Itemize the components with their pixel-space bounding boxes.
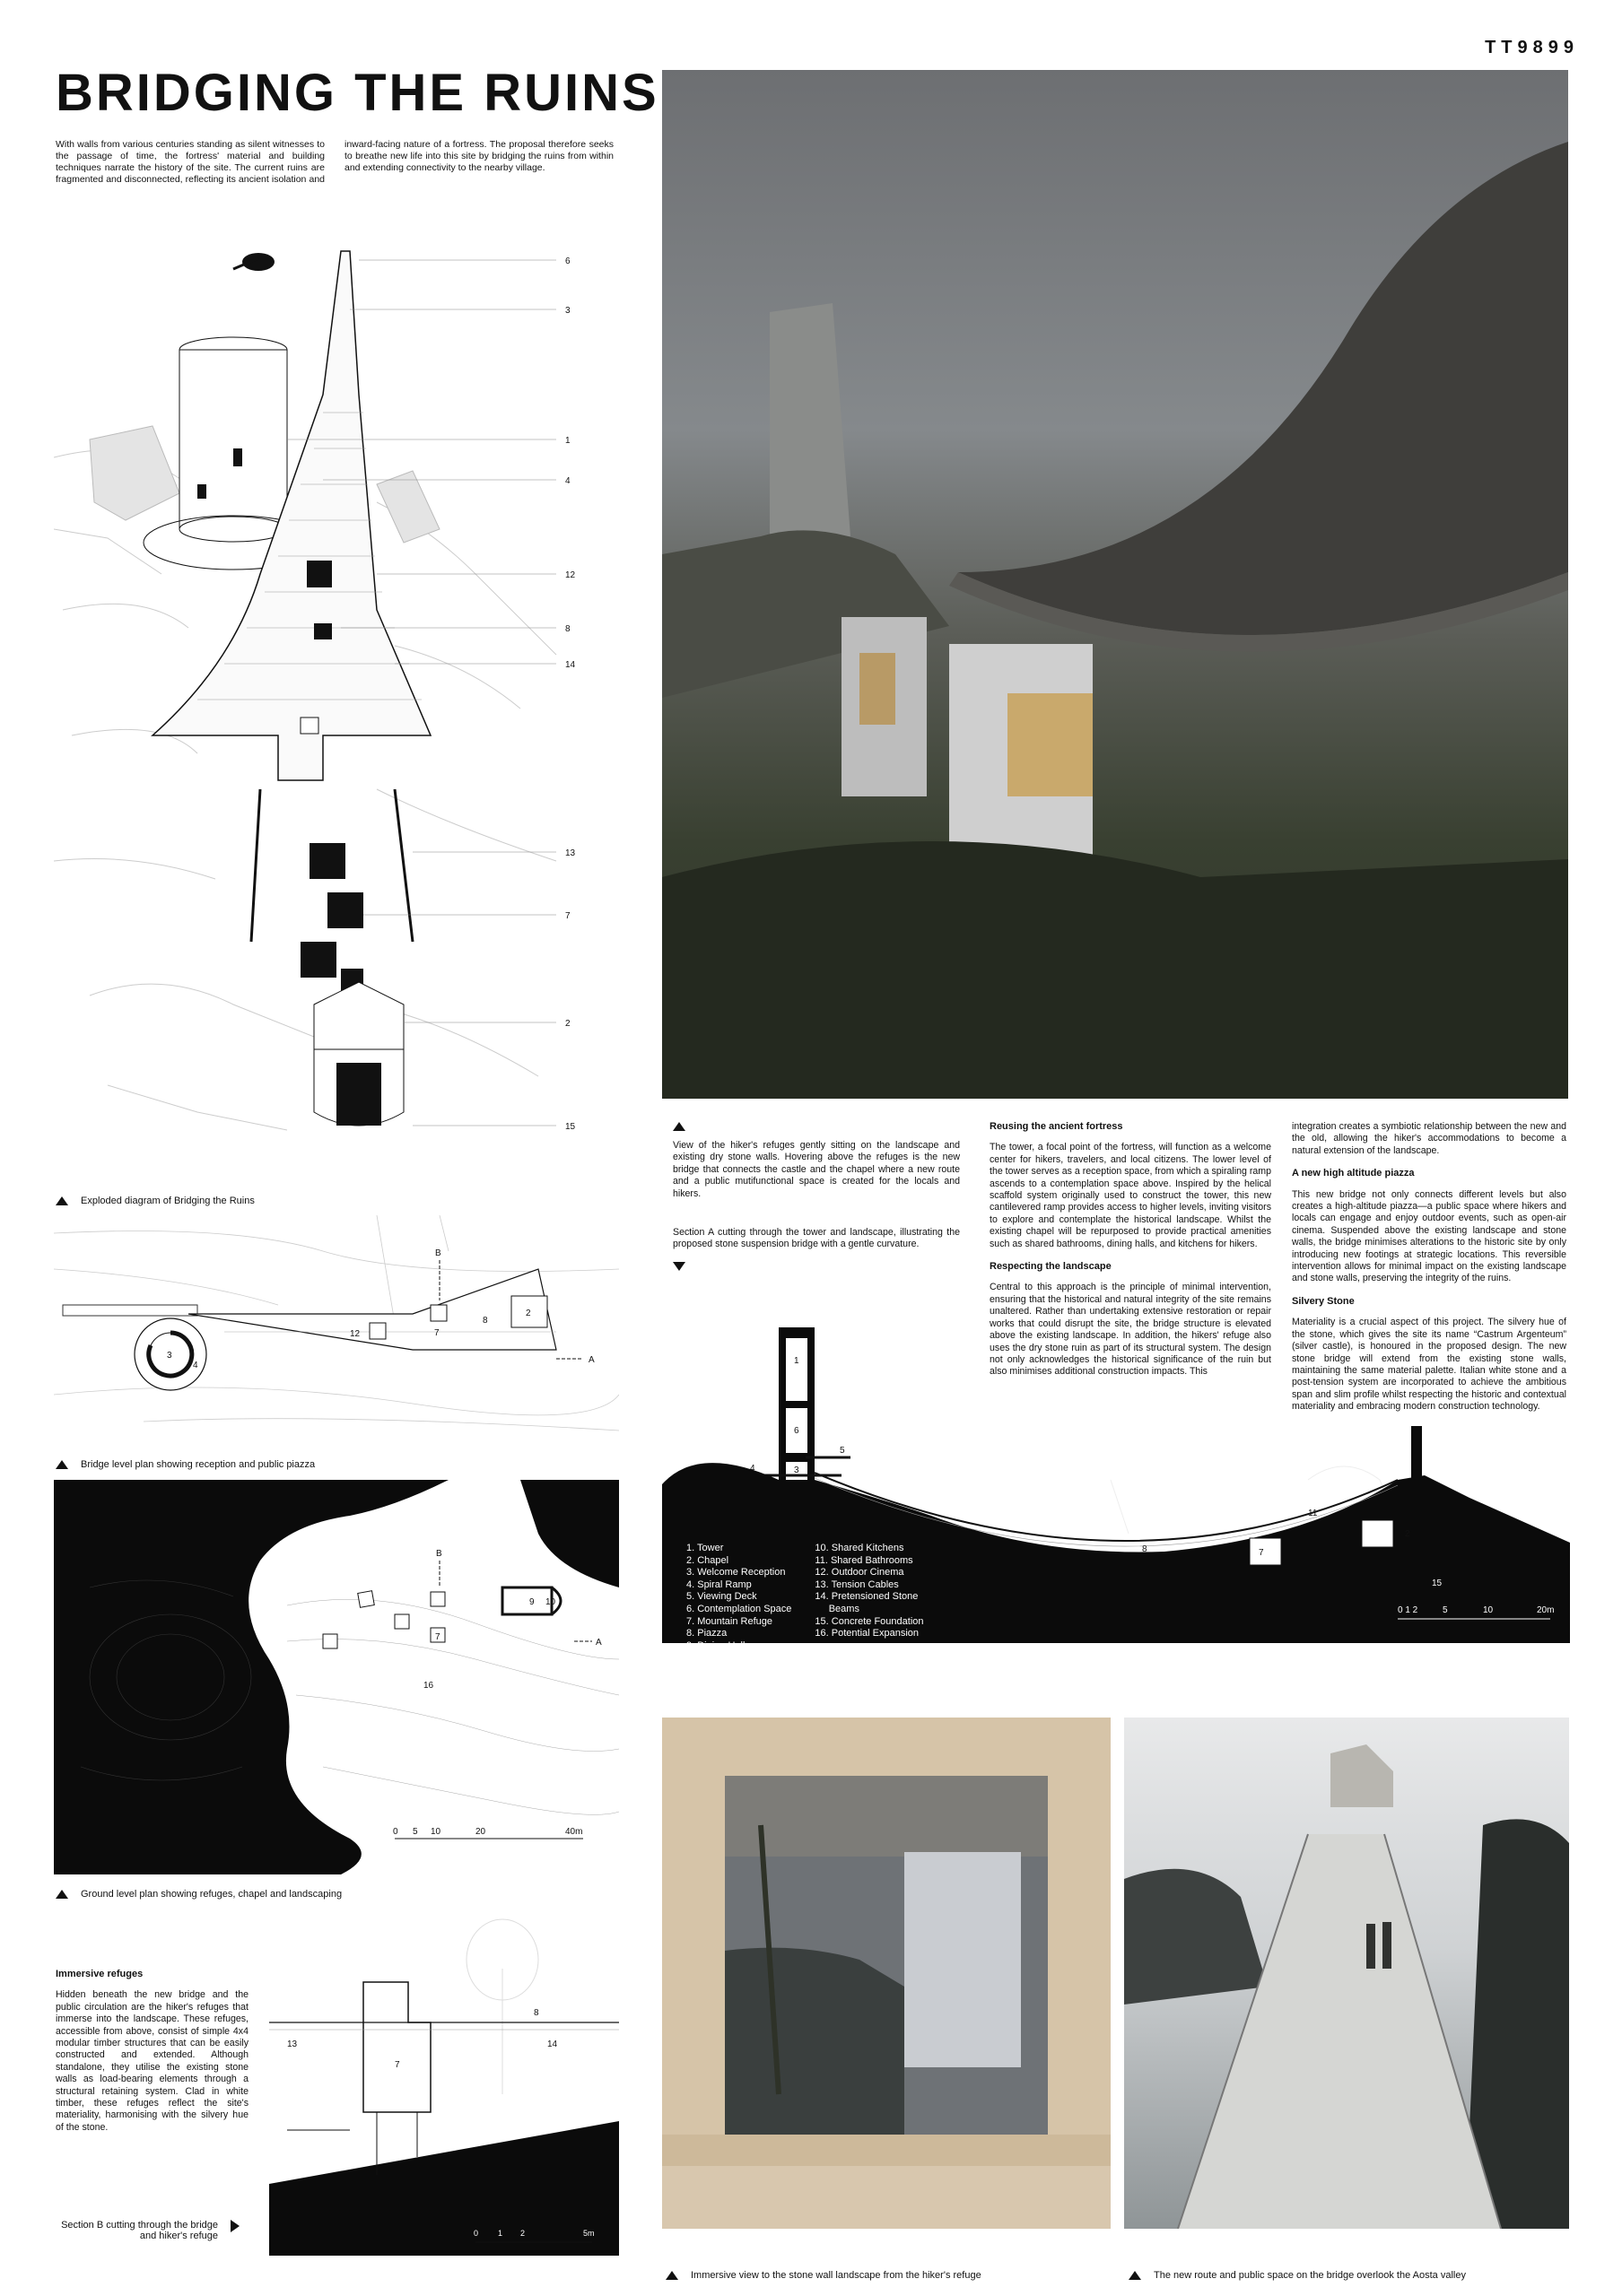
- plan-label: 3: [167, 1351, 172, 1361]
- scale-label: 5: [413, 1827, 418, 1837]
- section-label: 8: [1142, 1544, 1147, 1554]
- exploded-caption: Exploded diagram of Bridging the Ruins: [81, 1196, 255, 1206]
- bridge-caption-row: [1129, 2270, 1466, 2281]
- legend: [686, 1543, 924, 1652]
- hero-render: [662, 70, 1568, 1099]
- bridge-plan-caption: Bridge level plan showing reception and public piazza: [81, 1459, 316, 1470]
- section-label: 13: [287, 2039, 298, 2049]
- callout: 6: [565, 257, 571, 266]
- ground-plan-caption: Ground level plan showing refuges, chapel and landscaping: [81, 1889, 343, 1900]
- section-label: 5: [840, 1446, 845, 1456]
- bridge-level-plan: [54, 1215, 619, 1435]
- callout: 15: [565, 1122, 576, 1132]
- section-label: 7: [1259, 1548, 1264, 1558]
- section-a-caption: Section A cutting through the tower and landscape, illustrating the proposed stone suspension bridge with a gentle curvature.: [673, 1227, 960, 1250]
- legend-item: 4. Spiral Ramp: [686, 1578, 752, 1590]
- legend-item: 6. Contemplation Space: [686, 1603, 792, 1614]
- section-heading: Respecting the landscape: [990, 1261, 1112, 1273]
- legend-item: 11. Shared Bathrooms: [815, 1554, 913, 1566]
- scale-label: 0: [393, 1827, 398, 1837]
- triangle-up-icon: [673, 1122, 685, 1131]
- hero-caption-block: [673, 1121, 960, 1271]
- triangle-up-icon: [1129, 2271, 1141, 2280]
- legend-column-left: [686, 1543, 791, 1652]
- scale-label: 0: [474, 2229, 479, 2238]
- scale-label: 20m: [1537, 1605, 1555, 1615]
- triangle-up-icon: [56, 1196, 68, 1205]
- legend-item: Beams: [815, 1603, 859, 1614]
- scale-label: 5: [1443, 1605, 1448, 1615]
- callout: 3: [565, 306, 571, 316]
- section-label: 15: [1432, 1578, 1443, 1588]
- scale-label: 1: [498, 2229, 503, 2238]
- legend-item: 10. Shared Kitchens: [815, 1543, 904, 1553]
- refuges-heading: Immersive refuges: [56, 1969, 144, 1979]
- plan-label: B: [435, 1248, 441, 1258]
- callout: 4: [565, 476, 571, 486]
- section-label: 3: [794, 1465, 799, 1475]
- legend-item: 9. Dining Hall: [686, 1639, 746, 1651]
- section-label: 2: [1405, 1529, 1410, 1539]
- legend-item: 12. Outdoor Cinema: [815, 1567, 904, 1578]
- refuges-block: [56, 1969, 249, 2144]
- scale-label: 2: [520, 2229, 526, 2238]
- scale-label: 5m: [583, 2229, 595, 2238]
- project-code: TT9899: [1485, 38, 1579, 57]
- triangle-up-icon: [666, 2271, 678, 2280]
- callout: 2: [565, 1019, 571, 1029]
- scale-label: 0 1 2: [1398, 1605, 1418, 1615]
- section-heading: Silvery Stone: [1292, 1295, 1355, 1307]
- plan-label: 10: [545, 1597, 556, 1607]
- scale-label: 40m: [565, 1827, 583, 1837]
- section-label: 4: [750, 1464, 755, 1474]
- paragraph: Materiality is a crucial aspect of this project. The silvery hue of the stone, which gives the site its name “Castrum Argenteum” (silver castle), is honoured in the proposed design. The new stone bridge will extend from the existing stone walls, maintaining the same material palette. Italian white stone and a post-tension system are incorporated to achieve the ambitious span and slim profile whilst respecting the historic and contextual materiality and embracing modern construction technology.: [1292, 1317, 1566, 1413]
- exploded-diagram: [54, 233, 592, 1175]
- plan-label: 7: [435, 1632, 440, 1642]
- interior-caption-row: [666, 2270, 981, 2281]
- plan-label: A: [596, 1638, 602, 1648]
- plan-label: 12: [350, 1329, 361, 1339]
- legend-item: 1. Tower: [686, 1543, 724, 1553]
- interior-caption: Immersive view to the stone wall landscape from the hiker's refuge: [691, 2270, 981, 2281]
- triangle-right-icon: [231, 2220, 240, 2232]
- legend-column-right: [815, 1543, 923, 1652]
- legend-item: 16. Potential Expansion: [815, 1628, 920, 1639]
- legend-item: 15. Concrete Foundation: [815, 1615, 924, 1627]
- callout: 12: [565, 570, 576, 580]
- section-label: 1: [794, 1356, 799, 1366]
- section-label: 11: [1308, 1509, 1318, 1518]
- callout: 7: [565, 911, 571, 921]
- section-label: 8: [534, 2008, 539, 2018]
- exploded-caption-row: [56, 1196, 255, 1206]
- legend-item: 3. Welcome Reception: [686, 1567, 786, 1578]
- section-label: 6: [794, 1426, 799, 1436]
- callout: 13: [565, 848, 576, 858]
- scale-label: 20: [475, 1827, 486, 1837]
- legend-item: 7. Mountain Refuge: [686, 1615, 773, 1627]
- section-heading: Reusing the ancient fortress: [990, 1121, 1123, 1132]
- plan-label: 16: [423, 1681, 434, 1691]
- legend-item: 8. Piazza: [686, 1628, 728, 1639]
- legend-item: 5. Viewing Deck: [686, 1591, 757, 1603]
- intro-text: With walls from various centuries standing as silent witnesses to the passage of time, the fortress' material and building techniques narrate the history of the site. The current ruins are fragmented and disconnected, reflecting its ancient isolation and inward-facing nature of a fortress. The proposal therefore seeks to breathe new life into this site by bridging the ruins from within and extending connectivity to the nearby village.: [56, 139, 614, 185]
- legend-item: 13. Tension Cables: [815, 1578, 899, 1590]
- page-title: BRIDGING THE RUINS: [56, 64, 659, 122]
- plan-label: 8: [483, 1316, 488, 1326]
- plan-label: B: [436, 1549, 442, 1559]
- plan-label: 2: [526, 1309, 531, 1318]
- bridge-plan-caption-row: [56, 1459, 315, 1470]
- triangle-up-icon: [56, 1460, 68, 1469]
- section-b-caption-row: [56, 2220, 240, 2241]
- bridge-render: [1124, 1718, 1569, 2229]
- refuges-text: Hidden beneath the new bridge and the public circulation are the hiker's refuges that immerse into the landscape. These refuges, accessible from above, consist of simple 4x4 modular timber structures that can be easily constructed and extended. Although standalone, they utilise the existing stone walls as load-bearing elements through a structural retaining system. Clad in white timber, these refuges reflect the site's materiality, harmonising with the silvery hue of the stone.: [56, 1989, 249, 2133]
- bridge-caption: The new route and public space on the bridge overlook the Aosta valley: [1154, 2270, 1466, 2281]
- section-heading: A new high altitude piazza: [1292, 1168, 1415, 1179]
- callout: 1: [565, 436, 571, 446]
- triangle-down-icon: [673, 1262, 685, 1271]
- plan-label: 7: [434, 1328, 440, 1338]
- hero-caption: View of the hiker's refuges gently sitting on the landscape and existing dry stone walls. Hovering above the refuges is the new bridge that connects the castle and the chapel where a new route and a public mutifunctional space is created for the locals and hikers.: [673, 1140, 960, 1199]
- ground-level-plan: [54, 1480, 619, 1874]
- section-b: [269, 1915, 619, 2256]
- paragraph: The tower, a focal point of the fortress, will function as a welcome center for hikers, travelers, and local citizens. The lower level of the tower serves as a reception space, from which a spiraling ramp ascends to a contemplation space above. Inspired by the helical scaffold system originally used to construct the tower, this new cantilevered ramp provides access to higher levels, inviting visitors to explore and contemplate the historical landscape. Whilst the existing chapel will be repurposed to provide practical amenities such as shared bathrooms, dining halls, and kitchens for hikers.: [990, 1142, 1271, 1249]
- section-label: 14: [547, 2039, 558, 2049]
- plan-label: A: [589, 1355, 595, 1365]
- triangle-up-icon: [56, 1890, 68, 1899]
- interior-render: [662, 1718, 1111, 2229]
- plan-label: 4: [193, 1361, 198, 1370]
- ground-plan-caption-row: [56, 1889, 342, 1900]
- callout: 14: [565, 660, 576, 670]
- paragraph: Central to this approach is the principle of minimal intervention, ensuring that the historical and natural integrity of the site remains unaltered. Rather than undertaking extensive restoration or repair works that could disrupt the site, the bridge structure is elevated above the existing landscape. In addition, the hikers' refuge also uses the dry stone ruin as part of its structural system. The design not only acknowledges the historical significance of the ruin but also minimises additional construction impacts. This: [990, 1282, 1271, 1378]
- scale-label: 10: [1483, 1605, 1494, 1615]
- paragraph: integration creates a symbiotic relationship between the new and the old, allowing the hiker's accommodations to become a natural extension of the landscape.: [1292, 1121, 1566, 1156]
- section-b-caption: Section B cutting through the bridge and hiker's refuge: [61, 2220, 218, 2241]
- paragraph: This new bridge not only connects different levels but also creates a high-altitude piazza—a public space where hikers and locals can engage and enjoy outdoor events, such as open-air cinema. Suspended above the existing landscape and stone walls, the bridge minimises alterations to the historic site by only introducing new footings at strategic locations. This reversible intervention allows for minimal impact on the existing landscape and stone walls, preserving the integrity of the ruins.: [1292, 1188, 1566, 1284]
- legend-item: 14. Pretensioned Stone: [815, 1591, 919, 1603]
- plan-label: 9: [529, 1597, 535, 1607]
- legend-item: 2. Chapel: [686, 1554, 729, 1566]
- callout: 8: [565, 624, 571, 634]
- section-label: 7: [395, 2060, 400, 2070]
- scale-label: 10: [431, 1827, 441, 1837]
